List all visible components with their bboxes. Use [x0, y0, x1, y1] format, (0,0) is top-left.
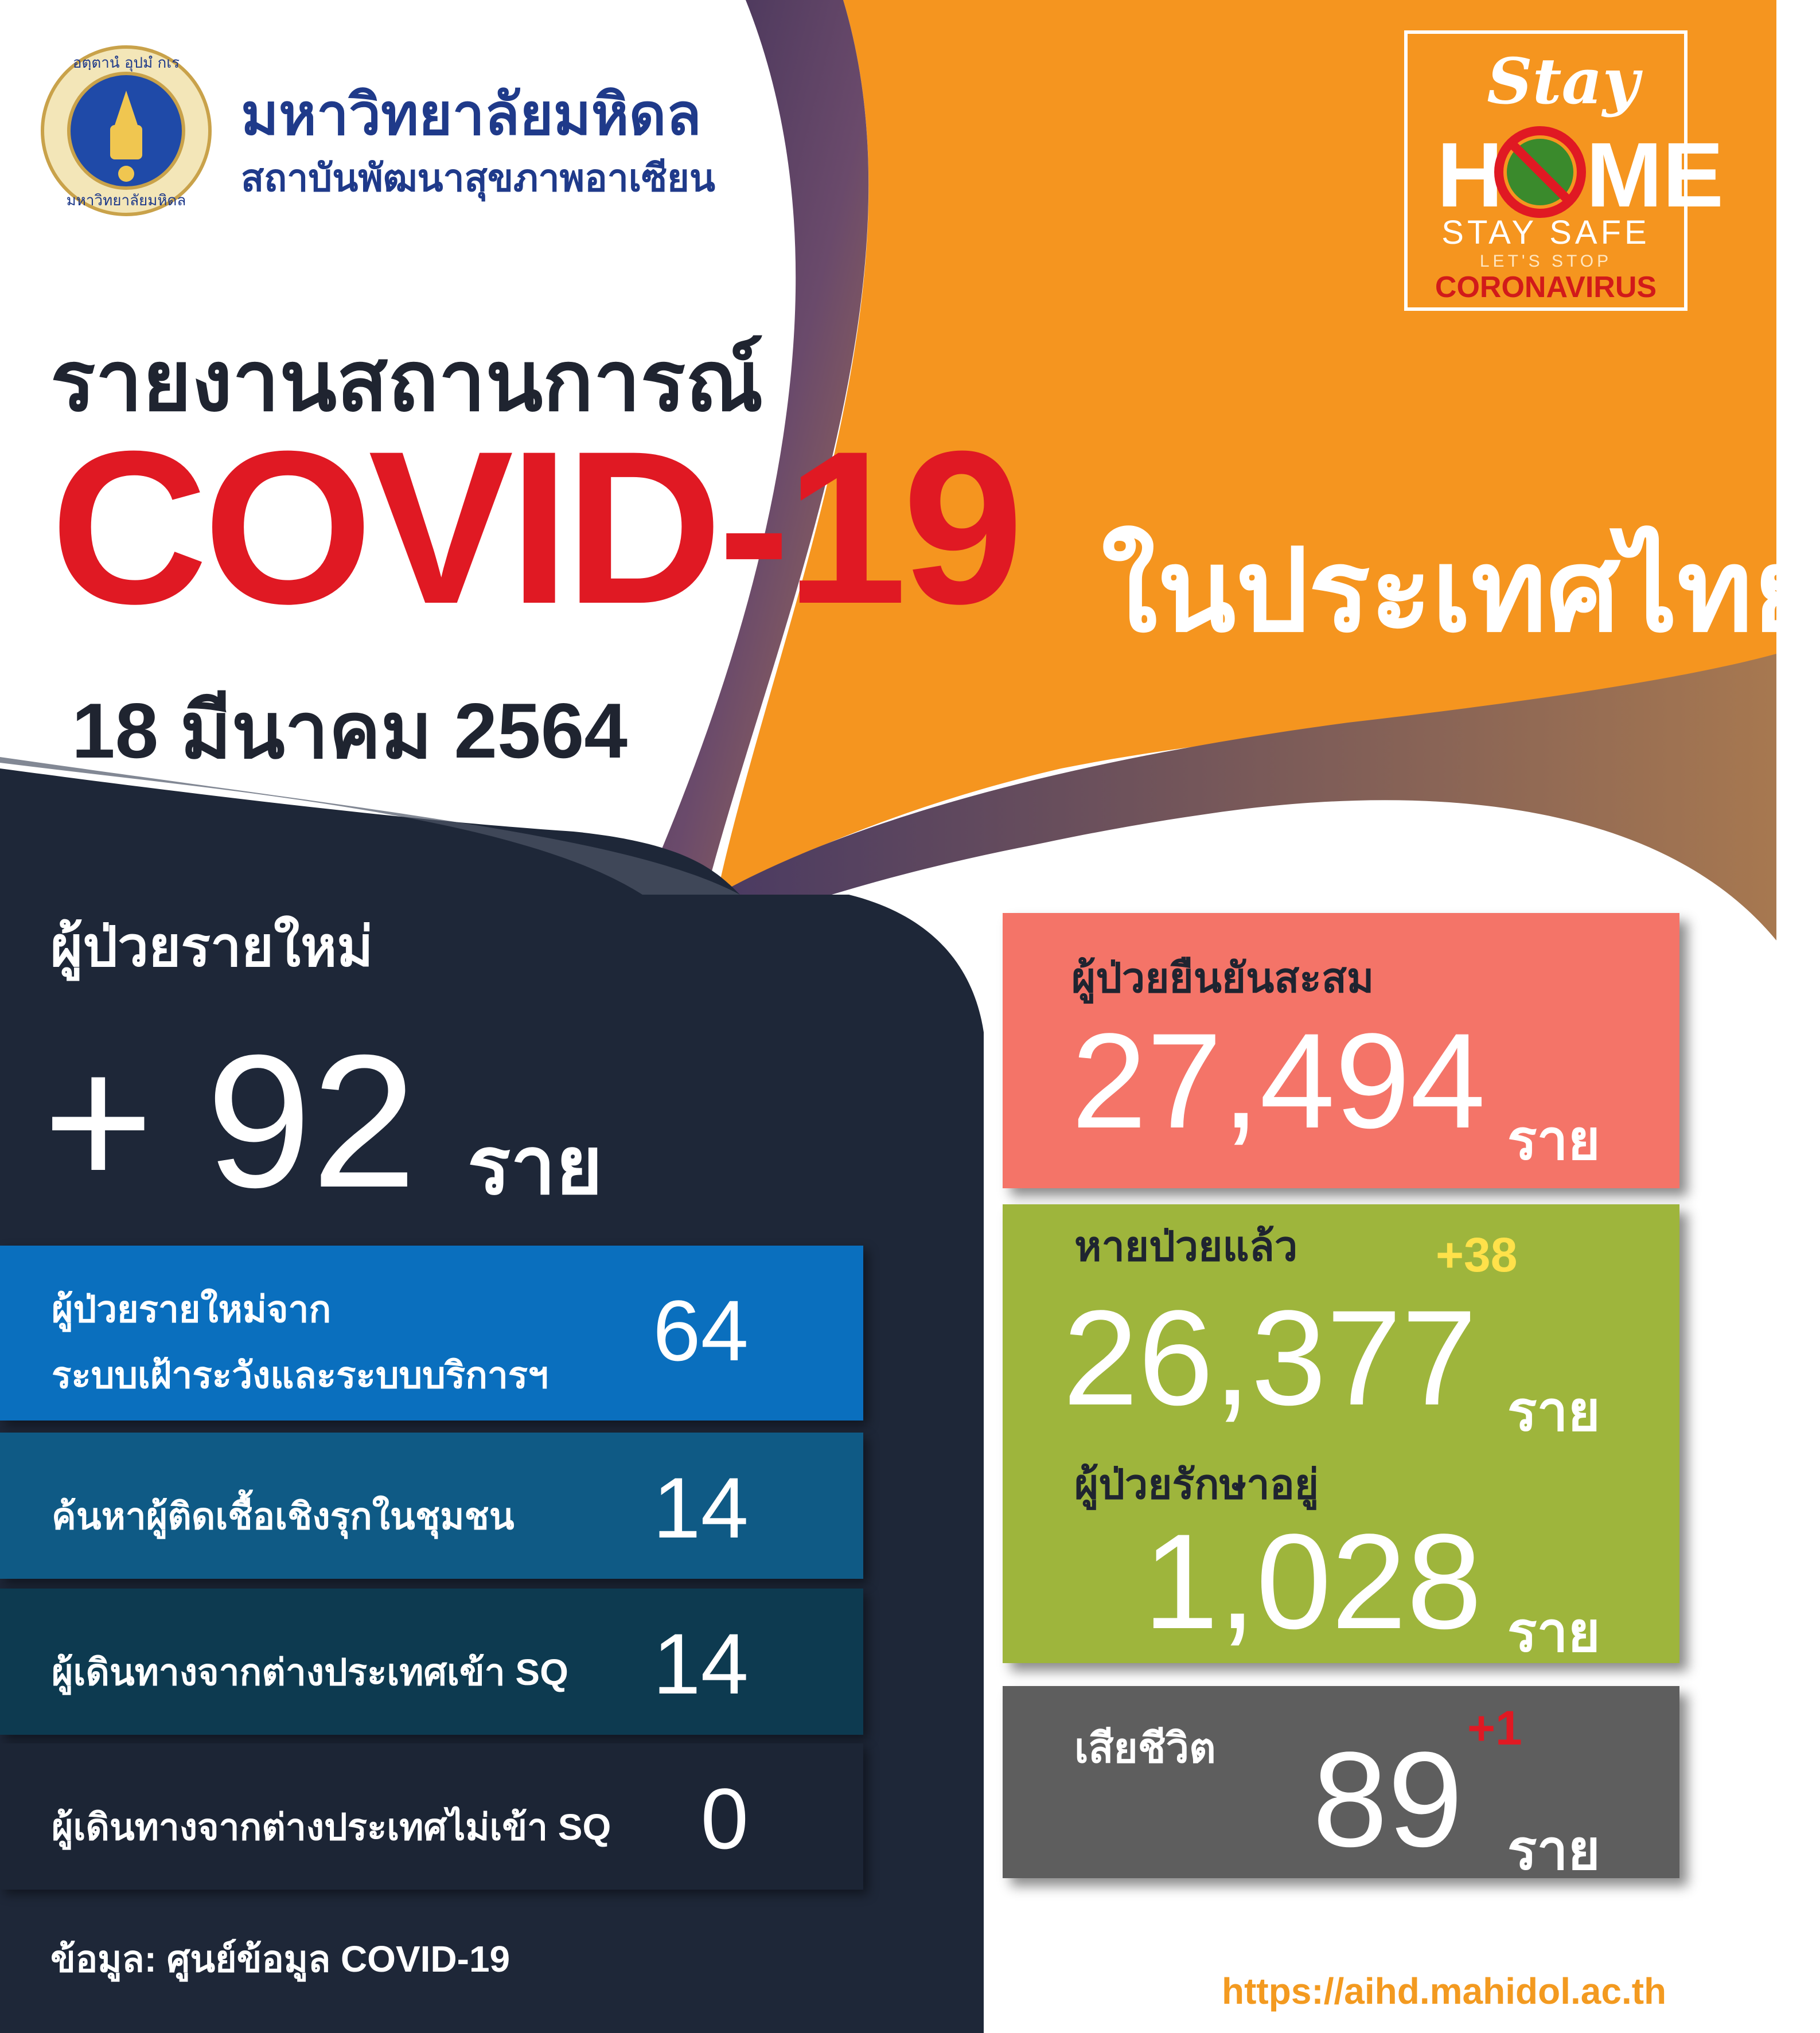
- breakdown-row-sq: [0, 1589, 863, 1735]
- in-treatment-unit: ราย: [1507, 1602, 1600, 1663]
- stay-script: Stay: [1487, 44, 1639, 118]
- data-source: ข้อมูล: ศูนย์ข้อมูล COVID-19: [50, 1938, 510, 1980]
- breakdown-label-line1: ผู้ป่วยรายใหม่จาก: [52, 1289, 332, 1330]
- stay-home-badge: [1402, 29, 1724, 313]
- in-treatment-value: 1,028: [1143, 1506, 1482, 1657]
- deaths-label: เสียชีวิต: [1074, 1726, 1216, 1771]
- breakdown-label: ค้นหาผู้ติดเชื้อเชิงรุกในชุมชน: [52, 1496, 515, 1537]
- cumulative-label: ผู้ป่วยยืนยันสะสม: [1071, 955, 1374, 1001]
- stay-safe: STAY SAFE: [1441, 214, 1650, 251]
- website-link[interactable]: https://aihd.mahidol.ac.th: [1222, 1970, 1667, 2012]
- coronavirus-text: CORONAVIRUS: [1435, 271, 1657, 304]
- coronavirus-icon: [1499, 131, 1581, 213]
- recovered-delta: +38: [1436, 1228, 1518, 1282]
- in-treatment-label: ผู้ป่วยรักษาอยู่: [1074, 1462, 1319, 1508]
- lets-stop: LET'S STOP: [1479, 252, 1612, 271]
- cumulative-value: 27,494: [1071, 1005, 1486, 1157]
- recovered-unit: ราย: [1507, 1381, 1600, 1442]
- breakdown-value: 64: [653, 1282, 749, 1379]
- breakdown-label: ผู้เดินทางจากต่างประเทศเข้า SQ: [52, 1652, 568, 1693]
- deaths-delta: +1: [1467, 1701, 1522, 1755]
- breakdown-row-non-sq: [0, 1743, 863, 1890]
- breakdown-label: ผู้เดินทางจากต่างประเทศไม่เข้า SQ: [52, 1806, 611, 1848]
- country-title: ในประเทศไทย: [1101, 527, 1820, 655]
- breakdown-value: 14: [653, 1460, 749, 1556]
- recovered-value: 26,377: [1063, 1282, 1477, 1434]
- breakdown-row-surveillance: [0, 1246, 863, 1421]
- report-title: รายงานสถานการณ์: [50, 334, 763, 428]
- breakdown-row-community: [0, 1433, 863, 1579]
- logo-arc-top: อตฺตานํ อุปมํ กเร: [72, 54, 180, 72]
- deaths-value: 89: [1312, 1724, 1463, 1875]
- deaths-card: [1003, 1686, 1679, 1881]
- deaths-unit: ราย: [1507, 1820, 1600, 1881]
- covid-title: COVID-19: [50, 405, 1019, 649]
- new-cases-unit: ราย: [467, 1121, 603, 1211]
- breakdown-value: 0: [700, 1770, 749, 1867]
- institute-name: สถาบันพัฒนาสุขภาพอาเซียน: [241, 157, 715, 199]
- logo-arc-bottom: มหาวิทยาลัยมหิดล: [66, 192, 186, 209]
- breakdown-label-line2: ระบบเฝ้าระวังและระบบบริการฯ: [52, 1355, 549, 1396]
- breakdown-value: 14: [653, 1616, 749, 1712]
- home-h: H: [1437, 123, 1503, 226]
- new-cases-label: ผู้ป่วยรายใหม่: [50, 916, 373, 978]
- report-date: 18 มีนาคม 2564: [72, 687, 628, 774]
- home-me: ME: [1586, 123, 1724, 226]
- recovered-card: [1003, 1204, 1679, 1663]
- new-cases-count: + 92: [43, 1015, 417, 1227]
- logo-seal-icon: [40, 45, 212, 217]
- cumulative-card: [1003, 913, 1679, 1188]
- recovered-label: หายป่วยแล้ว: [1074, 1224, 1298, 1270]
- university-name: มหาวิทยาลัยมหิดล: [241, 83, 702, 147]
- cumulative-unit: ราย: [1507, 1110, 1600, 1171]
